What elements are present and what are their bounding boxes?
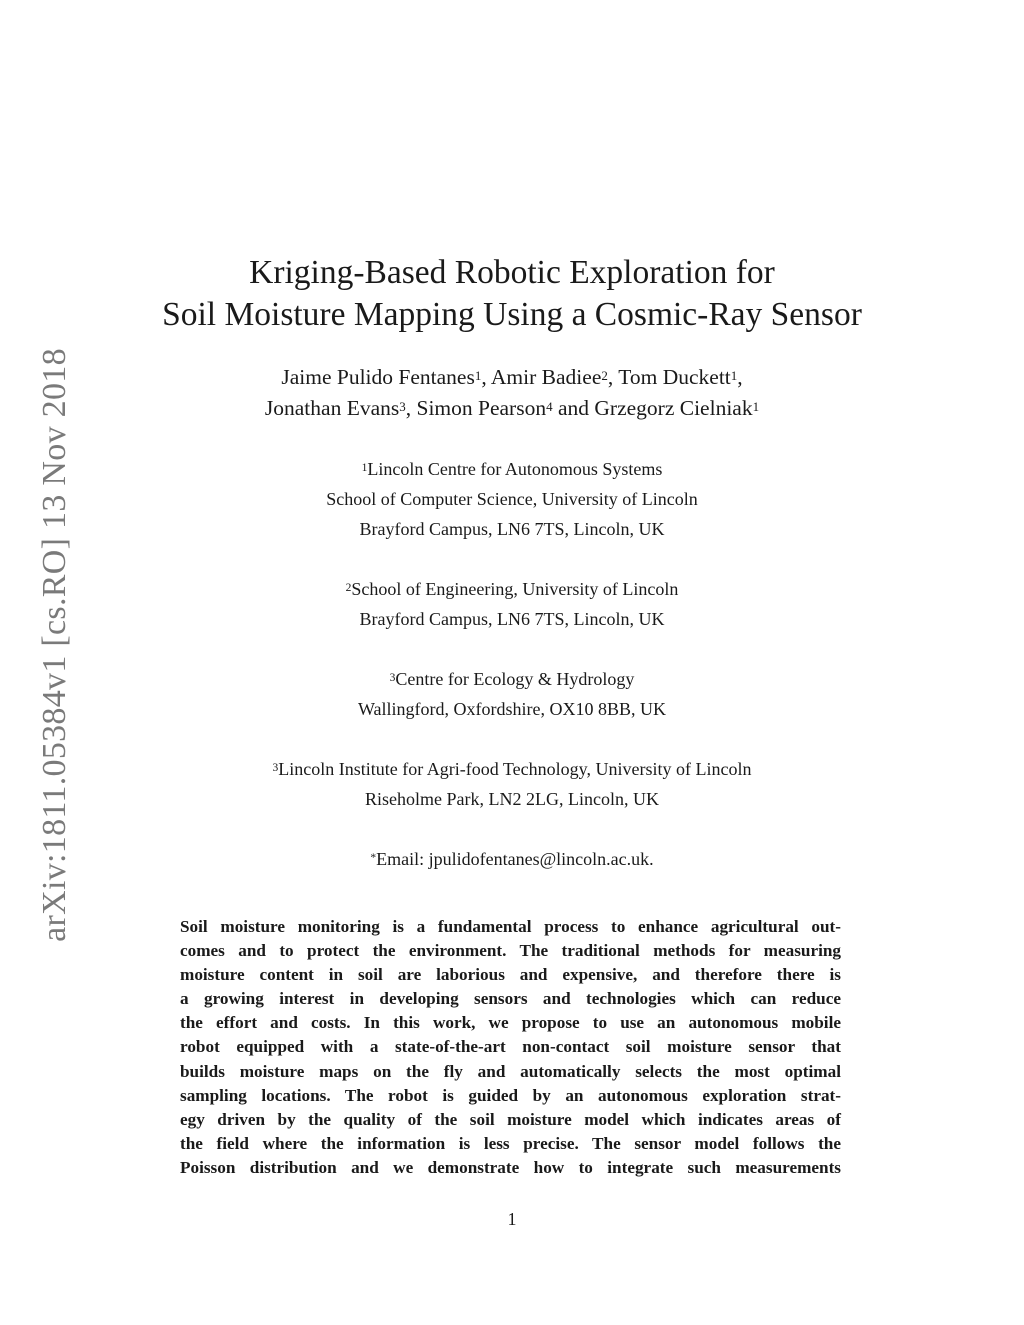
- author-separator: ,: [481, 365, 491, 389]
- email-text: Email: jpulidofentanes@lincoln.ac.uk.: [376, 849, 654, 869]
- paper-title: [0, 252, 1024, 336]
- email-block: [0, 844, 1024, 874]
- abstract-line: robot equipped with a state-of-the-art non-contact soil moisture sensor that: [180, 1037, 841, 1057]
- author-line: [0, 362, 1024, 393]
- author-line: [0, 393, 1024, 424]
- author-list: [0, 362, 1024, 424]
- title-line: Kriging-Based Robotic Exploration for: [249, 254, 775, 291]
- author-name: Amir Badiee: [490, 365, 602, 389]
- author-name: Tom Duckett: [618, 365, 731, 389]
- affiliation-mark: 3: [389, 672, 396, 684]
- affiliation-mark: 3: [272, 762, 279, 774]
- abstract-line: Soil moisture monitoring is a fundamental process to enhance agricultural out-: [180, 917, 841, 936]
- affiliation-block: [0, 574, 1024, 634]
- affiliation-line: Brayford Campus, LN6 7TS, Lincoln, UK: [359, 609, 665, 629]
- author-affiliation-mark: 1: [730, 368, 738, 383]
- abstract-line: sampling locations. The robot is guided by an autonomous exploration strat-: [180, 1085, 841, 1105]
- affiliation-mark: 2: [345, 582, 352, 594]
- affiliation-text: Lincoln Centre for Autonomous Systems: [367, 459, 663, 479]
- affiliation-text: School of Engineering, University of Lincoln: [351, 579, 679, 599]
- author-separator: and: [552, 396, 595, 420]
- affiliation-mark: 1: [361, 462, 368, 474]
- author-affiliation-mark: 1: [752, 399, 760, 414]
- abstract: [180, 915, 841, 1180]
- author-affiliation-mark: 3: [399, 399, 406, 414]
- abstract-line: Poisson distribution and we demonstrate how to integrate such measurements: [180, 1157, 841, 1177]
- affiliation-line: [0, 754, 1024, 784]
- email-mark: *: [370, 852, 377, 864]
- author-separator: ,: [737, 365, 743, 389]
- affiliation-line: Riseholme Park, LN2 2LG, Lincoln, UK: [365, 789, 659, 809]
- affiliation-block: [0, 664, 1024, 724]
- affiliation-line: [0, 454, 1024, 484]
- abstract-line: comes and to protect the environment. The traditional methods for measuring: [180, 941, 841, 961]
- affiliation-line: Wallingford, Oxfordshire, OX10 8BB, UK: [357, 699, 666, 719]
- author-affiliation-mark: 2: [601, 368, 608, 383]
- title-line: Soil Moisture Mapping Using a Cosmic-Ray Sensor: [162, 296, 862, 333]
- affiliation-text: Centre for Ecology & Hydrology: [395, 669, 635, 689]
- arxiv-identifier-stamp: arXiv:1811.05384v1 [cs.RO] 13 Nov 2018: [36, 348, 73, 942]
- abstract-line: the effort and costs. In this work, we propose to use an autonomous mobile: [180, 1013, 841, 1033]
- affiliation-line: Brayford Campus, LN6 7TS, Lincoln, UK: [359, 519, 665, 539]
- affiliation-block: [0, 454, 1024, 544]
- affiliation-line: [0, 574, 1024, 604]
- affiliation-text: Lincoln Institute for Agri-food Technology, University of Lincoln: [278, 759, 752, 779]
- author-name: Simon Pearson: [416, 396, 547, 420]
- author-affiliation-mark: 1: [474, 368, 482, 383]
- author-separator: ,: [405, 396, 417, 420]
- email-line: [0, 844, 1024, 874]
- affiliation-block: [0, 754, 1024, 814]
- page-number: 1: [507, 1209, 517, 1229]
- author-name: Jonathan Evans: [264, 396, 400, 420]
- affiliation-line: School of Computer Science, University of Lincoln: [326, 489, 698, 509]
- author-name: Jaime Pulido Fentanes: [281, 365, 475, 389]
- abstract-line: the field where the information is less precise. The sensor model follows the: [180, 1133, 841, 1153]
- affiliation-line: [0, 664, 1024, 694]
- abstract-line: egy driven by the quality of the soil moisture model which indicates areas of: [180, 1109, 841, 1129]
- abstract-line: moisture content in soil are laborious and expensive, and therefore there is: [180, 965, 841, 985]
- author-separator: ,: [607, 365, 619, 389]
- author-name: Grzegorz Cielniak: [594, 396, 753, 420]
- abstract-line: builds moisture maps on the fly and automatically selects the most optimal: [180, 1061, 841, 1081]
- author-affiliation-mark: 4: [546, 399, 553, 414]
- abstract-line: a growing interest in developing sensors and technologies which can reduce: [180, 989, 841, 1009]
